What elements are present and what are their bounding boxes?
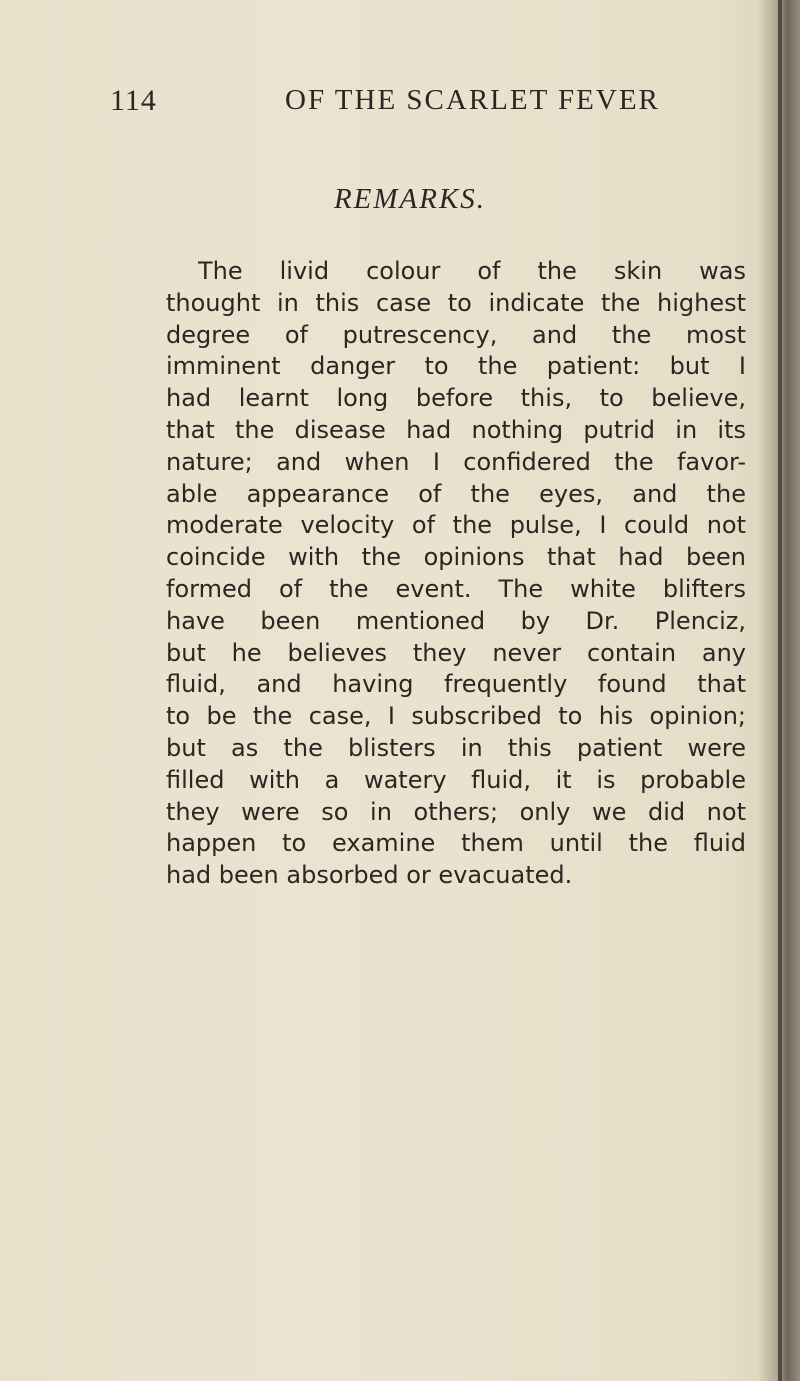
text-line: The livid colour of the skin was	[198, 257, 746, 285]
text-line: happen to examine them until the fluid	[166, 829, 746, 858]
text-line: to be the case, I subscribed to his opinion;	[166, 702, 746, 731]
text-line: moderate velocity of the pulse, I could not	[166, 511, 746, 540]
text-line: fluid, and having frequently found that	[166, 670, 746, 699]
body-paragraph	[166, 256, 746, 892]
page-number: 114	[110, 84, 157, 117]
text-line: degree of putrescency, and the most	[166, 320, 746, 349]
section-heading: REMARKS.	[333, 183, 487, 215]
text-line: that the disease had nothing putrid in its	[166, 415, 746, 444]
text-line: filled with a watery fluid, it is probable	[166, 765, 746, 794]
text-line: have been mentioned by Dr. Plenciz,	[166, 606, 746, 635]
running-head-title: OF THE SCARLET FEVER	[285, 84, 660, 116]
text-line: able appearance of the eyes, and the	[166, 479, 746, 508]
text-line: but he believes they never contain any	[166, 638, 746, 667]
text-line: nature; and when I confidered the favor-	[166, 447, 746, 476]
text-line: coincide with the opinions that had been	[166, 543, 746, 572]
text-line: they were so in others; only we did not	[166, 797, 746, 826]
text-line: imminent danger to the patient: but I	[166, 352, 746, 381]
text-line: had learnt long before this, to believe,	[166, 384, 746, 413]
text-line: thought in this case to indicate the highest	[166, 288, 746, 317]
text-line: had been absorbed or evacuated.	[166, 861, 573, 890]
text-line: formed of the event. The white blifters	[166, 574, 746, 603]
text-line: but as the blisters in this patient were	[166, 733, 746, 762]
running-head	[0, 84, 800, 124]
